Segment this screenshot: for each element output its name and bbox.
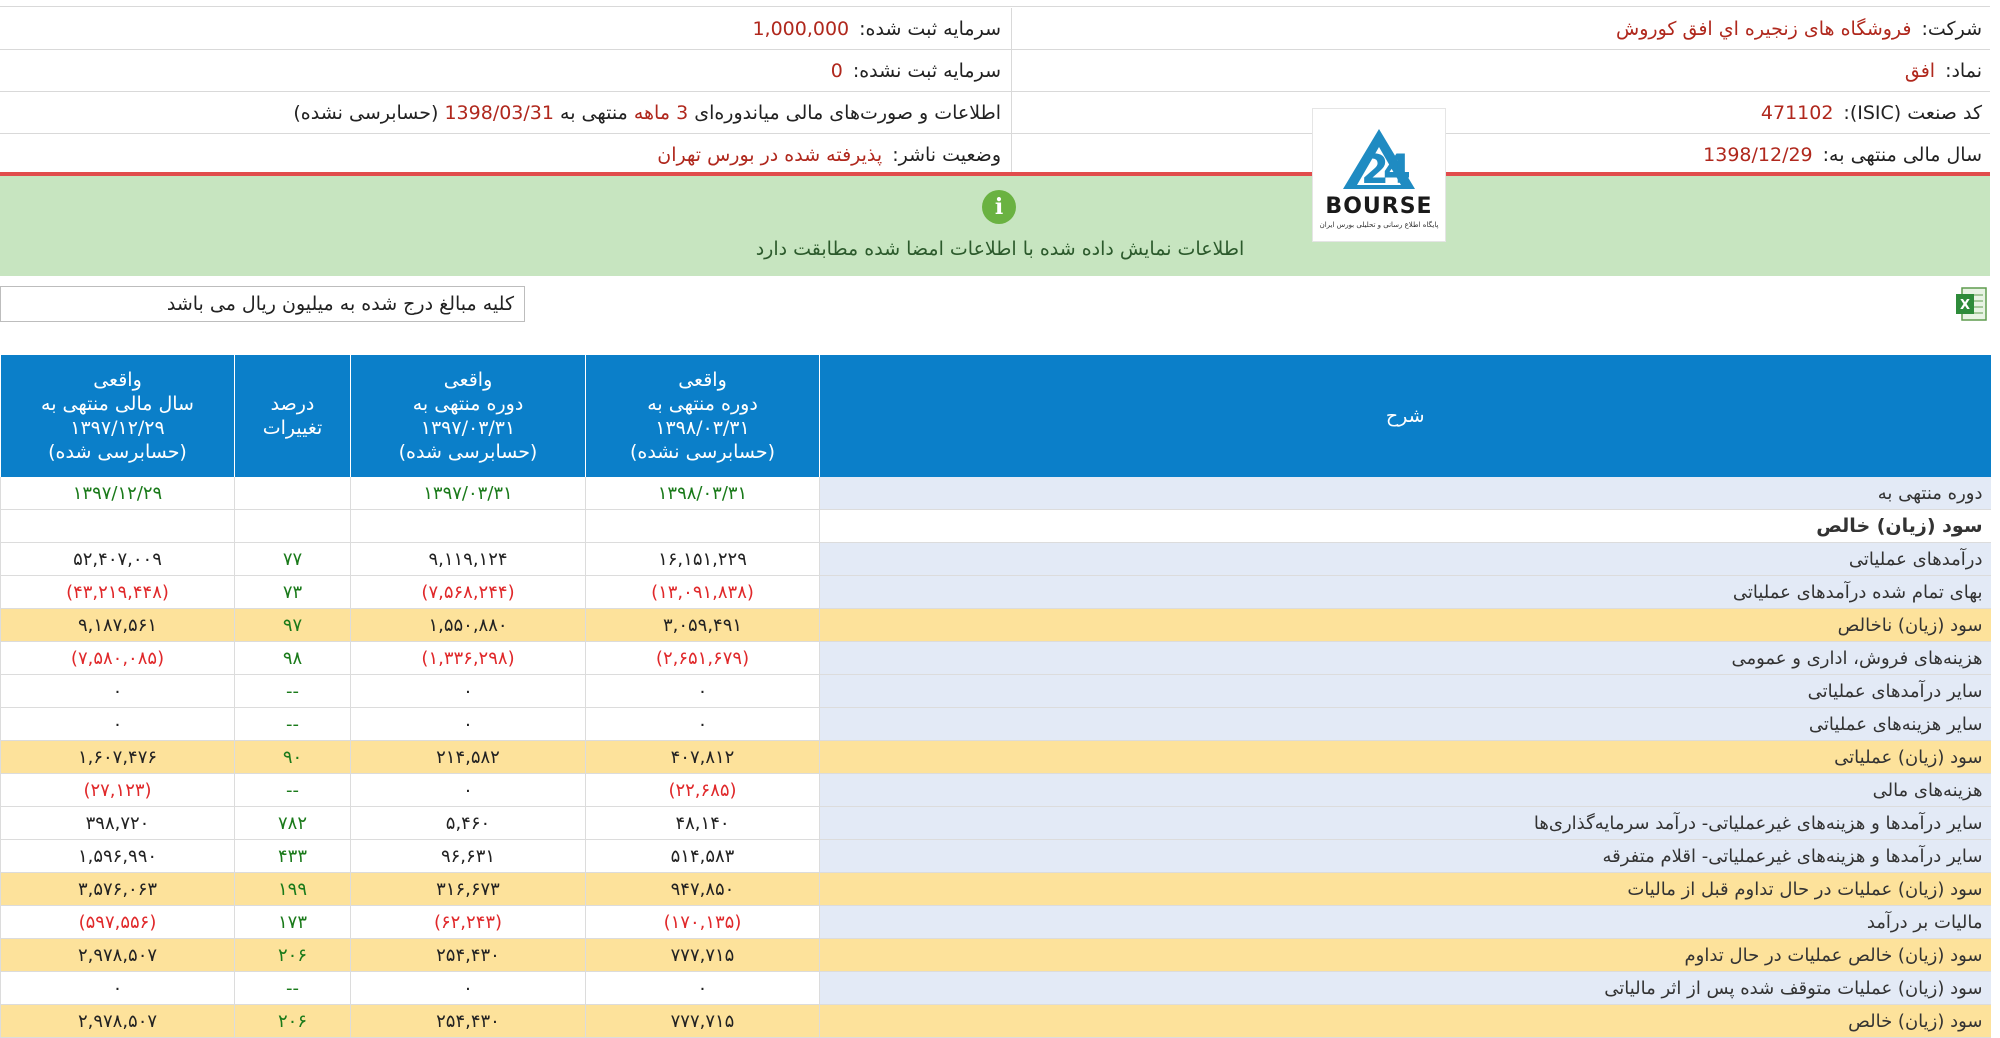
registered-capital-label: سرمایه ثبت شده: xyxy=(859,17,1001,40)
cell-period-1397: ۰ xyxy=(351,675,586,708)
company-info-header xyxy=(0,0,1990,172)
publisher-status-label: وضعیت ناشر: xyxy=(892,144,1001,166)
cell-fiscal-year-1397: ۳۹۸,۷۲۰ xyxy=(1,807,235,840)
cell-fiscal-year-1397: ۱۳۹۷/۱۲/۲۹ xyxy=(1,477,235,510)
cell-percent-change: -- xyxy=(235,774,351,807)
symbol-value: افق xyxy=(1904,59,1936,82)
cell-period-1397: ۹,۱۱۹,۱۲۴ xyxy=(351,543,586,576)
cell-period-1398: (۲,۶۵۱,۶۷۹) xyxy=(586,642,820,675)
excel-export-icon[interactable] xyxy=(1954,286,1988,322)
row-description: سایر درآمدها و هزینه‌های غیرعملیاتی- درآمد سرمایه‌گذاری‌ها xyxy=(820,807,1991,840)
row-description: هزینه‌های مالی xyxy=(820,774,1991,807)
cell-percent-change: ۷۳ xyxy=(235,576,351,609)
report-description-row xyxy=(0,92,1012,134)
registered-capital-value: 1,000,000 xyxy=(752,17,850,40)
cell-period-1398: ۴۸,۱۴۰ xyxy=(586,807,820,840)
isic-value: 471102 xyxy=(1760,101,1834,124)
header-period-1398: واقعی دوره منتهی به ۱۳۹۸/۰۳/۳۱ (حسابرسی نشده) xyxy=(586,355,820,477)
cell-percent-change: ۹۰ xyxy=(235,741,351,774)
cell-fiscal-year-1397: ۲,۹۷۸,۵۰۷ xyxy=(1,939,235,972)
symbol-label: نماد: xyxy=(1945,59,1982,82)
row-description: درآمدهای عملیاتی xyxy=(820,543,1991,576)
logo-caption: پایگاه اطلاع رسانی و تحلیلی بورس ایران xyxy=(1319,221,1439,229)
cell-percent-change: ۴۳۳ xyxy=(235,840,351,873)
cell-percent-change: ۱۹۹ xyxy=(235,873,351,906)
table-row xyxy=(1,510,1991,543)
report-date: 1398/03/31 xyxy=(444,101,554,124)
cell-period-1397: (۱,۳۳۶,۲۹۸) xyxy=(351,642,586,675)
cell-percent-change: ۹۷ xyxy=(235,609,351,642)
unregistered-capital-label: سرمایه ثبت نشده: xyxy=(852,59,1001,82)
table-row xyxy=(1,675,1991,708)
cell-fiscal-year-1397: ۱,۵۹۶,۹۹۰ xyxy=(1,840,235,873)
cell-period-1397: ۹۶,۶۳۱ xyxy=(351,840,586,873)
cell-period-1397: ۳۱۶,۶۷۳ xyxy=(351,873,586,906)
cell-period-1398: ۰ xyxy=(586,708,820,741)
cell-percent-change: ۲۰۶ xyxy=(235,1005,351,1038)
table-row xyxy=(1,708,1991,741)
fiscal-row xyxy=(1012,134,1990,176)
row-description: سود (زیان) ناخالص xyxy=(820,609,1991,642)
symbol-row xyxy=(1012,50,1990,92)
cell-fiscal-year-1397: ۱,۶۰۷,۴۷۶ xyxy=(1,741,235,774)
divider xyxy=(0,6,1990,7)
table-row xyxy=(1,609,1991,642)
report-prefix: اطلاعات و صورت‌های مالی میاندوره‌ای xyxy=(694,101,1001,124)
header-percent-change: درصد تغییرات xyxy=(235,355,351,477)
report-mid: منتهی به xyxy=(560,101,628,124)
cell-fiscal-year-1397: ۰ xyxy=(1,972,235,1005)
cell-fiscal-year-1397: (۷,۵۸۰,۰۸۵) xyxy=(1,642,235,675)
row-description: سود (زیان) خالص عملیات در حال تداوم xyxy=(820,939,1991,972)
cell-period-1398: ۳,۰۵۹,۴۹۱ xyxy=(586,609,820,642)
fiscal-value: 1398/12/29 xyxy=(1703,144,1813,166)
table-row xyxy=(1,840,1991,873)
table-row xyxy=(1,576,1991,609)
cell-fiscal-year-1397: ۹,۱۸۷,۵۶۱ xyxy=(1,609,235,642)
cell-period-1398: ۷۷۷,۷۱۵ xyxy=(586,1005,820,1038)
svg-text:X: X xyxy=(1959,298,1971,313)
report-audit-status: (حسابرسی نشده) xyxy=(293,101,439,124)
cell-period-1397: (۶۲,۲۴۳) xyxy=(351,906,586,939)
cell-percent-change: ۷۷ xyxy=(235,543,351,576)
cell-period-1397: ۰ xyxy=(351,708,586,741)
row-description: هزینه‌های فروش، اداری و عمومی xyxy=(820,642,1991,675)
row-description: سایر هزینه‌های عملیاتی xyxy=(820,708,1991,741)
cell-period-1398: ۹۴۷,۸۵۰ xyxy=(586,873,820,906)
cell-period-1397: ۱۳۹۷/۰۳/۳۱ xyxy=(351,477,586,510)
table-row xyxy=(1,642,1991,675)
isic-label: کد صنعت (ISIC): xyxy=(1843,101,1982,124)
cell-percent-change: ۱۷۳ xyxy=(235,906,351,939)
row-description: دوره منتهی به xyxy=(820,477,1991,510)
table-row xyxy=(1,873,1991,906)
svg-text:2: 2 xyxy=(1361,147,1389,193)
cell-fiscal-year-1397 xyxy=(1,510,235,543)
header-period-1397: واقعی دوره منتهی به ۱۳۹۷/۰۳/۳۱ (حسابرسی شده) xyxy=(351,355,586,477)
cell-period-1397: ۰ xyxy=(351,774,586,807)
cell-period-1398: (۱۷۰,۱۳۵) xyxy=(586,906,820,939)
cell-period-1398: (۲۲,۶۸۵) xyxy=(586,774,820,807)
cell-period-1398: ۴۰۷,۸۱۲ xyxy=(586,741,820,774)
cell-percent-change xyxy=(235,477,351,510)
cell-fiscal-year-1397: ۵۲,۴۰۷,۰۰۹ xyxy=(1,543,235,576)
row-description: سود (زیان) عملیات متوقف شده پس از اثر مالیاتی xyxy=(820,972,1991,1005)
cell-period-1398: ۱۶,۱۵۱,۲۲۹ xyxy=(586,543,820,576)
cell-fiscal-year-1397: ۳,۵۷۶,۰۶۳ xyxy=(1,873,235,906)
table-row xyxy=(1,1005,1991,1038)
table-row xyxy=(1,774,1991,807)
row-description: سایر درآمدها و هزینه‌های غیرعملیاتی- اقلام متفرقه xyxy=(820,840,1991,873)
row-description: مالیات بر درآمد xyxy=(820,906,1991,939)
units-note: کلیه مبالغ درج شده به میلیون ریال می باشد xyxy=(0,286,525,322)
table-row xyxy=(1,906,1991,939)
income-statement-table xyxy=(0,355,1991,1038)
company-value: فروشگاه های زنجیره اي افق كوروش xyxy=(1616,17,1912,40)
header-description: شرح xyxy=(820,355,1991,477)
row-description: سود (زیان) عملیات در حال تداوم قبل از مالیات xyxy=(820,873,1991,906)
cell-percent-change xyxy=(235,510,351,543)
cell-fiscal-year-1397: (۵۹۷,۵۵۶) xyxy=(1,906,235,939)
table-row xyxy=(1,741,1991,774)
cell-percent-change: -- xyxy=(235,972,351,1005)
report-months: 3 ماهه xyxy=(633,101,689,124)
cell-period-1397 xyxy=(351,510,586,543)
table-header-row xyxy=(1,355,1991,477)
row-description: سود (زیان) عملیاتی xyxy=(820,741,1991,774)
logo-wordmark: BOURSE xyxy=(1325,194,1433,219)
cell-period-1398: ۰ xyxy=(586,675,820,708)
cell-fiscal-year-1397: (۲۷,۱۲۳) xyxy=(1,774,235,807)
bourse-logo xyxy=(1312,108,1446,242)
registered-capital-row xyxy=(0,8,1012,50)
cell-period-1398: ۰ xyxy=(586,972,820,1005)
row-description: سایر درآمدهای عملیاتی xyxy=(820,675,1991,708)
unregistered-capital-value: 0 xyxy=(830,59,843,82)
cell-period-1397: ۱,۵۵۰,۸۸۰ xyxy=(351,609,586,642)
table-row xyxy=(1,939,1991,972)
table-row xyxy=(1,807,1991,840)
cell-period-1398: ۱۳۹۸/۰۳/۳۱ xyxy=(586,477,820,510)
cell-fiscal-year-1397: (۴۳,۲۱۹,۴۴۸) xyxy=(1,576,235,609)
table-row xyxy=(1,543,1991,576)
publisher-status-row xyxy=(0,134,1012,176)
row-description: سود (زیان) خالص xyxy=(820,510,1991,543)
cell-percent-change: -- xyxy=(235,708,351,741)
cell-period-1397: ۲۱۴,۵۸۲ xyxy=(351,741,586,774)
verification-message: اطلاعات نمایش داده شده با اطلاعات امضا شده مطابقت دارد xyxy=(755,238,1245,260)
cell-period-1397: ۲۵۴,۴۳۰ xyxy=(351,939,586,972)
cell-period-1397: ۰ xyxy=(351,972,586,1005)
company-row xyxy=(1012,8,1990,50)
cell-period-1397: ۲۵۴,۴۳۰ xyxy=(351,1005,586,1038)
cell-period-1397: ۵,۴۶۰ xyxy=(351,807,586,840)
header-fiscal-year-1397: واقعی سال مالی منتهی به ۱۳۹۷/۱۲/۲۹ (حسابرسی شده) xyxy=(1,355,235,477)
row-description: بهای تمام شده درآمدهای عملیاتی xyxy=(820,576,1991,609)
cell-fiscal-year-1397: ۲,۹۷۸,۵۰۷ xyxy=(1,1005,235,1038)
table-row xyxy=(1,477,1991,510)
publisher-status-value: پذیرفته شده در بورس تهران xyxy=(657,144,883,166)
cell-period-1397: (۷,۵۶۸,۲۴۴) xyxy=(351,576,586,609)
row-description: سود (زیان) خالص xyxy=(820,1005,1991,1038)
info-icon: i xyxy=(982,190,1016,224)
cell-percent-change: -- xyxy=(235,675,351,708)
cell-fiscal-year-1397: ۰ xyxy=(1,708,235,741)
cell-percent-change: ۷۸۲ xyxy=(235,807,351,840)
cell-period-1398 xyxy=(586,510,820,543)
fiscal-label: سال مالی منتهی به: xyxy=(1822,144,1982,166)
cell-period-1398: (۱۳,۰۹۱,۸۳۸) xyxy=(586,576,820,609)
svg-text:4: 4 xyxy=(1383,147,1411,193)
company-label: شرکت: xyxy=(1921,17,1982,40)
cell-percent-change: ۹۸ xyxy=(235,642,351,675)
isic-row xyxy=(1012,92,1990,134)
cell-period-1398: ۷۷۷,۷۱۵ xyxy=(586,939,820,972)
table-row xyxy=(1,972,1991,1005)
cell-percent-change: ۲۰۶ xyxy=(235,939,351,972)
cell-fiscal-year-1397: ۰ xyxy=(1,675,235,708)
bourse-logo-mark xyxy=(1313,109,1445,241)
unregistered-capital-row xyxy=(0,50,1012,92)
cell-period-1398: ۵۱۴,۵۸۳ xyxy=(586,840,820,873)
